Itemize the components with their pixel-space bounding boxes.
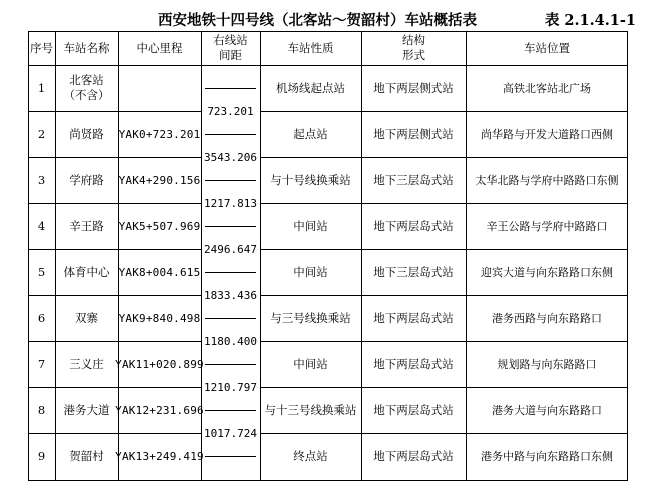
distance-value [201, 282, 260, 308]
distance-tick [205, 180, 256, 181]
cell-mileage: YAK0+723.201 [118, 127, 201, 141]
distance-tick [205, 88, 256, 89]
cell-type: 中间站 [293, 218, 328, 233]
header-mileage: 中心里程 [136, 40, 183, 55]
distance-label: 2496.647 [204, 242, 257, 256]
cell-mileage [118, 65, 201, 111]
cell-name: 港务大道 [63, 402, 110, 417]
cell-structure: 地下两层侧式站 [373, 80, 454, 95]
cell-location: 高铁北客站北广场 [503, 81, 591, 95]
cell-no: 3 [37, 172, 46, 187]
cell-structure: 地下两层岛式站 [373, 402, 454, 417]
cell-structure: 地下三层岛式站 [373, 264, 454, 279]
distance-value [201, 374, 260, 400]
header-type: 车站性质 [287, 40, 334, 55]
distance-label: 1017.724 [204, 426, 257, 440]
cell-no: 4 [37, 218, 46, 233]
cell-no: 8 [37, 402, 46, 417]
cell-no: 5 [37, 264, 46, 279]
cell-type: 中间站 [293, 356, 328, 371]
cell-mileage: YAK8+004.615 [118, 265, 201, 279]
cell-structure: 地下两层岛式站 [373, 356, 454, 371]
header-no: 序号 [30, 40, 53, 55]
distance-label: 723.201 [207, 104, 254, 118]
distance-value [201, 420, 260, 446]
header-structure: 结构 形式 [402, 33, 425, 62]
table-title: 西安地铁十四号线（北客站～贺韶村）车站概括表 [158, 12, 477, 29]
cell-location: 规划路与向东路路口 [497, 357, 597, 371]
cell-no: 7 [37, 356, 46, 371]
distance-label: 1210.797 [204, 380, 257, 394]
cell-structure: 地下两层岛式站 [373, 448, 454, 463]
cell-type: 终点站 [293, 448, 328, 463]
distance-tick [205, 226, 256, 227]
distance-value [201, 98, 260, 124]
cell-no: 9 [37, 448, 46, 463]
cell-type: 机场线起点站 [276, 80, 345, 95]
cell-name: 辛王路 [69, 218, 104, 233]
distance-label: 1180.400 [204, 334, 257, 348]
cell-mileage: YAK4+290.156 [118, 173, 201, 187]
distance-label: 1833.436 [204, 288, 257, 302]
cell-type: 与十三号线换乘站 [264, 402, 357, 417]
table-code: 表 2.1.4.1-1 [544, 12, 636, 29]
cell-structure: 地下两层岛式站 [373, 218, 454, 233]
header-distance: 右线站 间距 [213, 33, 248, 62]
distance-tick [205, 410, 256, 411]
header-name: 车站名称 [63, 40, 110, 55]
cell-location: 迎宾大道与向东路路口东侧 [481, 265, 613, 279]
cell-location: 港务西路与向东路路口 [492, 311, 602, 325]
cell-name: 体育中心 [63, 264, 110, 279]
station-table [28, 31, 628, 481]
cell-no: 1 [37, 80, 46, 95]
distance-label: 3543.206 [204, 150, 257, 164]
distance-tick [205, 272, 256, 273]
distance-value [201, 236, 260, 262]
cell-location: 辛王公路与学府中路路口 [486, 219, 608, 233]
cell-name: 北客站 （不含） [63, 73, 110, 102]
cell-structure: 地下三层岛式站 [373, 172, 454, 187]
distance-tick [205, 364, 256, 365]
cell-mileage: YAK13+249.419 [115, 449, 204, 463]
distance-value [201, 190, 260, 216]
cell-structure: 地下两层侧式站 [373, 126, 454, 141]
cell-mileage: YAK11+020.899 [115, 357, 204, 371]
cell-type: 与三号线换乘站 [270, 310, 351, 325]
cell-no: 6 [37, 310, 46, 325]
cell-mileage: YAK5+507.969 [118, 219, 201, 233]
distance-value [201, 328, 260, 354]
cell-location: 港务大道与向东路路口 [492, 403, 602, 417]
cell-mileage: YAK12+231.696 [115, 403, 204, 417]
cell-location: 尚华路与开发大道路口西侧 [481, 127, 613, 141]
cell-structure: 地下两层岛式站 [373, 310, 454, 325]
cell-name: 学府路 [69, 172, 104, 187]
cell-no: 2 [37, 126, 46, 141]
distance-tick [205, 456, 256, 457]
cell-name: 尚贤路 [69, 126, 104, 141]
distance-tick [205, 318, 256, 319]
distance-label: 1217.813 [204, 196, 257, 210]
distance-tick [205, 134, 256, 135]
cell-name: 贺韶村 [69, 448, 104, 463]
cell-location: 港务中路与向东路路口东侧 [481, 449, 613, 463]
cell-type: 起点站 [293, 126, 328, 141]
cell-type: 中间站 [293, 264, 328, 279]
cell-type: 与十号线换乘站 [270, 172, 351, 187]
cell-location: 太华北路与学府中路路口东侧 [475, 173, 619, 187]
cell-name: 双寨 [75, 310, 98, 325]
header-location: 车站位置 [524, 40, 570, 55]
distance-value [201, 144, 260, 170]
cell-name: 三义庄 [69, 356, 104, 371]
table-title-bar [0, 9, 672, 29]
cell-mileage: YAK9+840.498 [118, 311, 201, 325]
